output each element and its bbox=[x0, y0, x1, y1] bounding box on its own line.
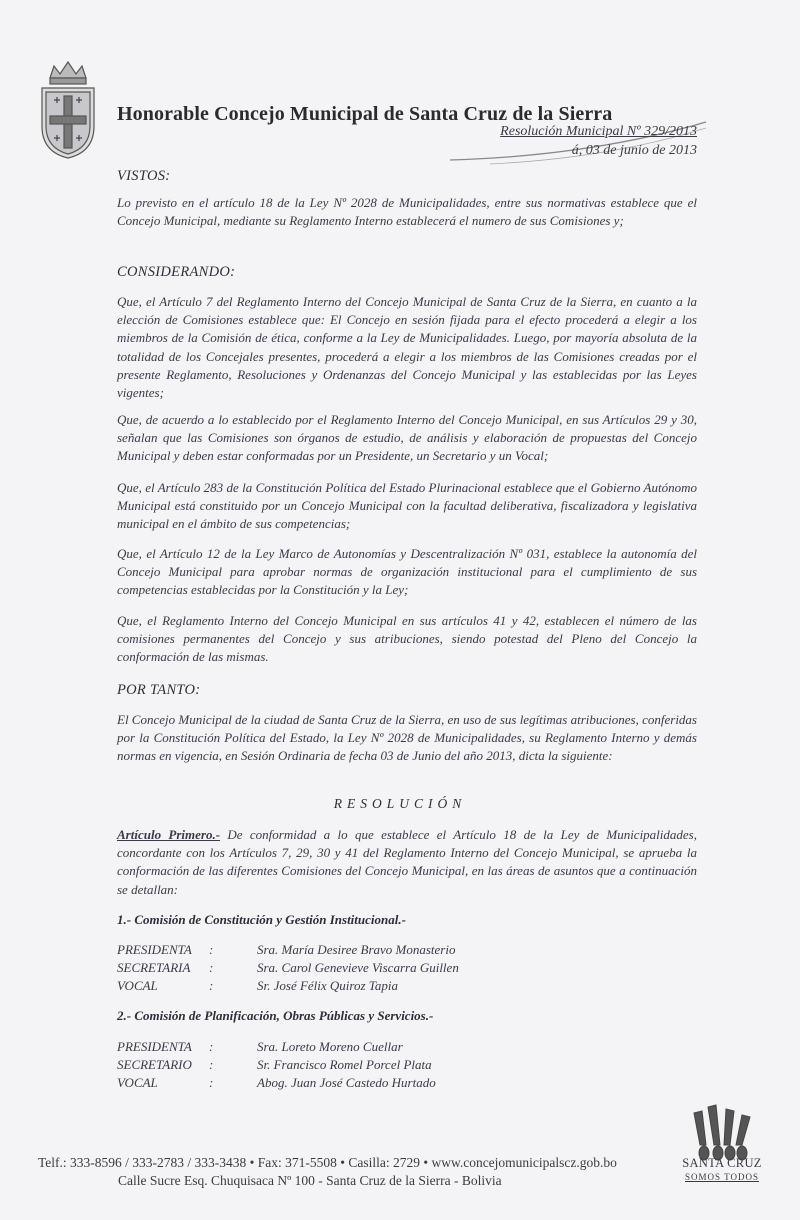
commission-1-member-1 bbox=[117, 942, 617, 960]
commission-2-title: 2.- Comisión de Planificación, Obras Públicas y Servicios.- bbox=[117, 1008, 434, 1023]
commission-2-member-3 bbox=[117, 1075, 617, 1093]
member-name: Abog. Juan José Castedo Hurtado bbox=[257, 1075, 436, 1090]
member-name: Sr. José Félix Quiroz Tapia bbox=[257, 978, 398, 993]
footer-contact: Telf.: 333-8596 / 333-2783 / 333-3438 • Fax: 371-5508 • Casilla: 2729 • www.concejomunicipalscz.gob.bo bbox=[38, 1155, 617, 1170]
santa-cruz-logo-text: SANTA CRUZ bbox=[682, 1156, 762, 1170]
member-name: Sr. Francisco Romel Porcel Plata bbox=[257, 1057, 432, 1072]
member-role: VOCAL bbox=[117, 1075, 158, 1090]
vistos-heading: VISTOS: bbox=[117, 168, 171, 184]
considerando-paragraph-4: Que, el Artículo 12 de la Ley Marco de Autonomías y Descentralización Nº 031, establece la autonomía del Concejo Municipal para aprobar normas de organización institucional para el cumplimiento de sus competencias establecidas por la Constitución y la Ley; bbox=[117, 546, 697, 598]
article-first-text: De conformidad a lo que establece el Artículo 18 de la Ley de Municipalidades, concordante con los Artículos 7, 29, 30 y 41 del Reglamento Interno del Concejo Municipal, se aprueba la conformación de las diferentes Comisiones del Concejo Municipal, en las áreas de asuntos que a continuación se detallan: bbox=[117, 827, 697, 897]
por-tanto-heading: POR TANTO: bbox=[117, 682, 201, 698]
considerando-paragraph-2: Que, de acuerdo a lo establecido por el Reglamento Interno del Concejo Municipal, en sus Artículos 29 y 30, señalan que las Comisiones son órganos de estudio, de análisis y elaboración de propuestas del Concejo Municipal y deben estar conformadas por un Presidente, un Secretario y un Vocal; bbox=[117, 412, 697, 464]
member-colon: : bbox=[209, 1039, 214, 1054]
considerando-heading: CONSIDERANDO: bbox=[117, 264, 236, 280]
commission-1-member-3 bbox=[117, 978, 617, 996]
considerando-paragraph-5: Que, el Reglamento Interno del Concejo Municipal en sus artículos 41 y 42, establecen el número de las comisiones permanentes del Concejo y sus atribuciones, siendo potestad del Pleno del Concejo la conformación de las mismas. bbox=[117, 613, 697, 665]
article-first-label: Artículo Primero.- bbox=[117, 827, 221, 842]
article-first bbox=[117, 826, 697, 899]
resolucion-title: RESOLUCIÓN bbox=[333, 796, 467, 811]
member-name: Sra. María Desiree Bravo Monasterio bbox=[257, 942, 456, 957]
member-role: PRESIDENTA bbox=[117, 942, 192, 957]
coat-of-arms-icon bbox=[36, 60, 100, 160]
member-role: VOCAL bbox=[117, 978, 158, 993]
por-tanto-paragraph: El Concejo Municipal de la ciudad de Santa Cruz de la Sierra, en uso de sus legítimas atribuciones, conferidas por la Constitución Política del Estado, la Ley Nº 2028 de Municipalidades, su Reglamento Interno y demás normas en vigencia, en Sesión Ordinaria de fecha 03 de Junio del año 2013, dicta la siguiente: bbox=[117, 712, 697, 764]
santa-cruz-logo-subtext: SOMOS TODOS bbox=[685, 1172, 759, 1182]
member-colon: : bbox=[209, 960, 214, 975]
considerando-paragraph-3: Que, el Artículo 283 de la Constitución Política del Estado Plurinacional establece que el Gobierno Autónomo Municipal está constituido por un Concejo Municipal con la facultad deliberativa, fiscalizadora y legislativa municipal en el ámbito de sus competencias; bbox=[117, 480, 697, 532]
member-colon: : bbox=[209, 978, 214, 993]
member-role: SECRETARIO bbox=[117, 1057, 192, 1072]
member-name: Sra. Loreto Moreno Cuellar bbox=[257, 1039, 403, 1054]
vistos-paragraph: Lo previsto en el artículo 18 de la Ley Nº 2028 de Municipalidades, entre sus normativas establece que el Concejo Municipal, mediante su Reglamento Interno establecerá el numero de sus Comisiones y; bbox=[117, 195, 697, 229]
commission-2-member-1 bbox=[117, 1039, 617, 1057]
resolution-date: á, 03 de junio de 2013 bbox=[571, 143, 697, 158]
member-name: Sra. Carol Genevieve Viscarra Guillen bbox=[257, 960, 459, 975]
commission-1-member-2 bbox=[117, 960, 617, 978]
member-colon: : bbox=[209, 1057, 214, 1072]
member-colon: : bbox=[209, 1075, 214, 1090]
member-role: SECRETARIA bbox=[117, 960, 191, 975]
member-role: PRESIDENTA bbox=[117, 1039, 192, 1054]
commission-1-title: 1.- Comisión de Constitución y Gestión Institucional.- bbox=[117, 912, 406, 927]
institution-name: Honorable Concejo Municipal de Santa Cruz de la Sierra bbox=[117, 103, 613, 125]
considerando-paragraph-1: Que, el Artículo 7 del Reglamento Interno del Concejo Municipal de Santa Cruz de la Sierra, en cuanto a la elección de Comisiones establece que: El Concejo en sesión fijada para el efecto procederá a elegir a los miembros de la Comisión de ética, conforme a la Ley de Municipalidades. Luego, por mayoría absoluta de la totalidad de los Concejales presentes, procederá a elegir a los miembros de las Comisiones creadas por el presente Reglamento, Resoluciones y Ordenanzas del Concejo Municipal y las establecidas por las Leyes vigentes; bbox=[117, 294, 697, 401]
commission-2-member-2 bbox=[117, 1057, 617, 1075]
footer-address: Calle Sucre Esq. Chuquisaca Nº 100 - Santa Cruz de la Sierra - Bolivia bbox=[118, 1173, 502, 1188]
member-colon: : bbox=[209, 942, 214, 957]
resolution-number: Resolución Municipal Nº 329/2013 bbox=[500, 124, 697, 139]
